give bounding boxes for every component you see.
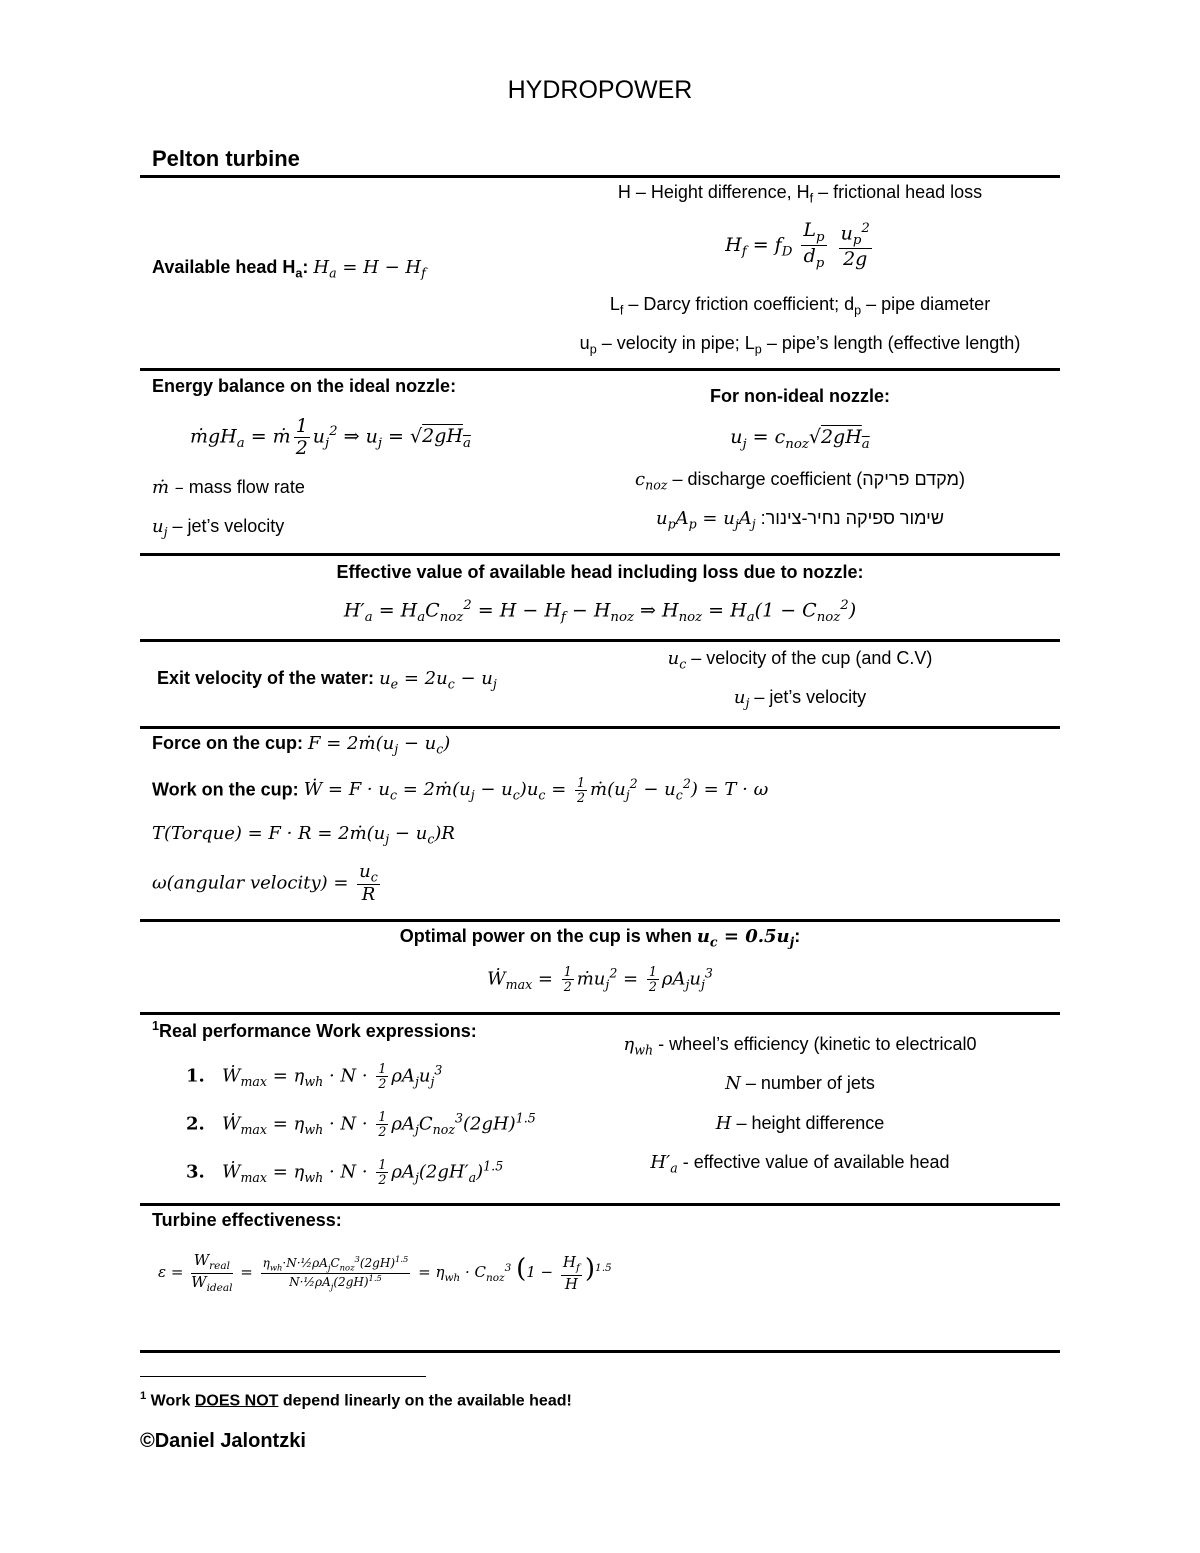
exit-velocity-formula: Exit velocity of the water: $u_e = 2u_c - u_j$	[157, 668, 497, 692]
height-difference-definition: H – height difference	[715, 1113, 885, 1134]
divider	[140, 553, 1060, 556]
turbine-effectiveness-formula: ε = $\frac{W_{real}}{W_{ideal}}$ = $\frac{\eta_{wh}\cdot N\cdot\frac{1}{2}\rho A_jC_{noz}^3(2gH)^{1.5}}{N\cdot\frac{1}{2}\rho A_j(2gH)^{1.5}}$ = $\eta_{wh} \cdot C_{noz}^3$ (1 − $\frac{H_f}{H}$ )$^{1.5}$	[158, 1251, 612, 1294]
ideal-nozzle-heading: Energy balance on the ideal nozzle:	[152, 376, 457, 396]
cup-velocity-definition: $u_c$ – velocity of the cup (and C.V)	[667, 648, 933, 672]
turbine-effectiveness-heading: Turbine effectiveness:	[152, 1210, 342, 1230]
pipe-velocity-definition: $u_p$ – velocity in pipe; $L_p$ – pipe’s length (effective length)	[579, 333, 1021, 357]
mass-flow-definition: ṁ – mass flow rate	[152, 477, 305, 498]
optimal-power-heading: Optimal power on the cup is when $u_c = 0.5u_j$:	[399, 926, 801, 950]
work-on-cup: Work on the cup: Ẇ = $F \cdot u_c$ = $2ṁ(u_j - u_c)u_c$ = $\frac{1}{2}$ $ṁ(u_j^2 - u_c^2) = T \cdot \omega$	[152, 775, 769, 805]
divider	[140, 919, 1060, 922]
footnote: $^1$ Work DOES NOT depend linearly on the available head!	[140, 1390, 572, 1410]
ideal-nozzle-formula: ṁgH$_a$ = ṁ $\frac{1}{2}$ $u_j^2$ ⇒ $u_j = √2gH_a$	[190, 415, 471, 459]
divider	[140, 175, 1060, 178]
section-heading: Pelton turbine	[152, 146, 300, 171]
darcy-formula: $H_f = f_D$ $\frac{L_p}{d_p}$ $\frac{u_p^2}{2g}$	[725, 219, 870, 272]
real-work-item-1: 1. Ẇ$_{max}$ = $\eta_{wh} \cdot N$ · $\frac{1}{2}$ $\rho A_ju_j^3$	[186, 1061, 443, 1091]
continuity-equation: $u_pA_p = u_jA_j$ שימור ספיקה נחיר-צינור:	[655, 508, 944, 532]
angular-velocity-formula: ω(angular velocity) = $\frac{u_c}{R}$	[152, 861, 378, 906]
effective-head-formula: $H'_a = H_aC_{noz}^2 = H - H_f - H_{noz}$ ⇒ $H_{noz} = H_a(1 - C_{noz}^2)$	[343, 598, 857, 626]
max-work-formula: Ẇ$_{max}$ = $\frac{1}{2}$ ṁu$_j^2$ = $\frac{1}{2}$ $\rho A_ju_j^3$	[487, 964, 713, 994]
jets-definition: N – number of jets	[725, 1073, 875, 1094]
effective-head-heading: Effective value of available head including loss due to nozzle:	[336, 562, 864, 582]
efficiency-definition: $\eta_{wh}$ - wheel’s efficiency (kinetic to electrical0	[623, 1034, 977, 1058]
discharge-coefficient-definition: $c_{noz}$ – discharge coefficient (מקדם פריקה)	[635, 469, 965, 493]
divider	[140, 1203, 1060, 1206]
effective-head-definition: $H'_a$ - effective value of available head	[650, 1152, 950, 1176]
real-work-item-2: 2. Ẇ$_{max}$ = $\eta_{wh} \cdot N$ · $\frac{1}{2}$ $\rho A_jC_{noz}^3(2gH)^{1.5}$	[186, 1109, 536, 1139]
nonideal-nozzle-formula: $u_j = c_{noz}√2gH_a$	[730, 426, 870, 452]
force-on-cup: Force on the cup: $F = 2ṁ(u_j - u_c)$	[152, 733, 451, 757]
page-title: HYDROPOWER	[507, 76, 693, 104]
nonideal-nozzle-heading: For non-ideal nozzle:	[710, 386, 890, 406]
torque-formula: T(Torque) = $F \cdot R = 2ṁ(u_j - u_c)R$	[152, 823, 455, 847]
divider	[140, 639, 1060, 642]
divider	[140, 1012, 1060, 1015]
height-definitions: H – Height difference, $H_f$ – frictional head loss	[617, 182, 983, 206]
divider	[140, 1350, 1060, 1353]
darcy-definition: $L_f$ – Darcy friction coefficient; $d_p$ – pipe diameter	[609, 294, 991, 318]
jet-velocity-definition: $u_j$ – jet’s velocity	[152, 516, 285, 540]
real-work-item-3: 3. Ẇ$_{max}$ = $\eta_{wh} \cdot N$ · $\frac{1}{2}$ $\rho A_j(2gH'_a)^{1.5}$	[186, 1157, 504, 1187]
available-head-formula: Available head $H_a$: $H_a = H - H_f$	[152, 257, 426, 281]
author: ©Daniel Jalontzki	[140, 1430, 306, 1452]
divider	[140, 368, 1060, 371]
real-performance-heading: $^1$Real performance Work expressions:	[152, 1019, 477, 1041]
divider	[140, 726, 1060, 729]
jet-velocity-definition: $u_j$ – jet’s velocity	[733, 687, 867, 711]
footnote-separator	[140, 1376, 426, 1377]
